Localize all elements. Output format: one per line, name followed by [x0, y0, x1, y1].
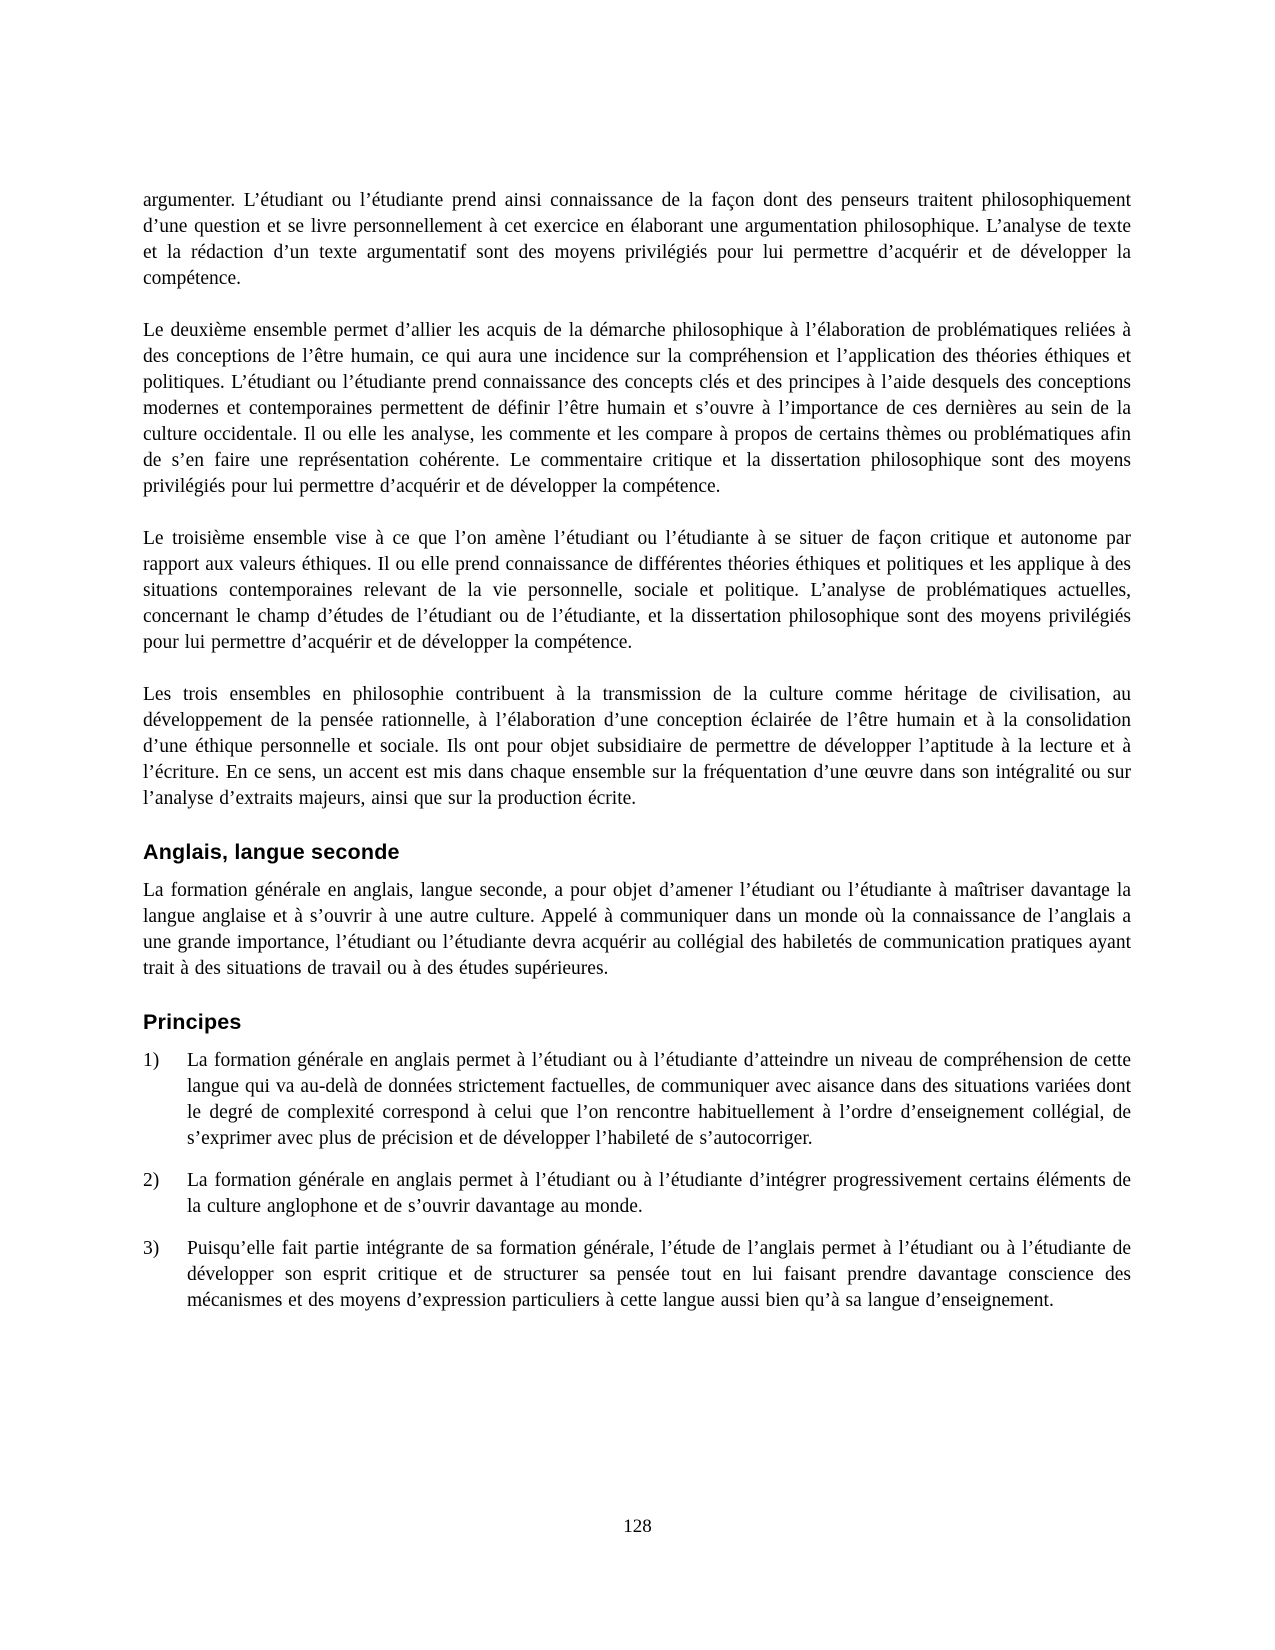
- list-item-text: La formation générale en anglais permet à l’étudiant ou à l’étudiante d’intégrer progressivement certains éléments de la culture anglophone et de s’ouvrir davantage au monde.: [187, 1170, 1131, 1217]
- page-number: 128: [623, 1516, 652, 1537]
- principes-list: [143, 1048, 1131, 1314]
- philosophy-paragraph-continuation: argumenter. L’étudiant ou l’étudiante prend ainsi connaissance de la façon dont des penseurs traitent philosophiquement d’une question et se livre personnellement à cet exercice en élaborant une argumentation philosophique. L’analyse de texte et la rédaction d’un texte argumentatif sont des moyens privilégiés pour lui permettre d’acquérir et de développer la compétence.: [143, 190, 1131, 289]
- list-item-number: 3): [143, 1238, 160, 1259]
- list-item: [143, 1048, 1131, 1152]
- philosophy-paragraph-third-ensemble: Le troisième ensemble vise à ce que l’on amène l’étudiant ou l’étudiante à se situer de façon critique et autonome par rapport aux valeurs éthiques. Il ou elle prend connaissance de différentes théories éthiques et politiques et les applique à des situations contemporaines relevant de la vie personnelle, sociale et politique. L’analyse de problématiques actuelles, concernant le champ d’études de l’étudiant ou de l’étudiante, et la dissertation philosophique sont des moyens privilégiés pour lui permettre d’acquérir et de développer la compétence.: [143, 528, 1131, 653]
- list-item-number: 2): [143, 1170, 160, 1191]
- list-item: [143, 1168, 1131, 1220]
- section-heading-principes: Principes: [143, 1010, 242, 1034]
- philosophy-paragraph-three-ensembles: Les trois ensembles en philosophie contribuent à la transmission de la culture comme héritage de civilisation, au développement de la pensée rationnelle, à l’élaboration d’une conception éclairée de l’être humain et à la consolidation d’une éthique personnelle et sociale. Ils ont pour objet subsidiaire de permettre de développer l’aptitude à la lecture et à l’écriture. En ce sens, un accent est mis dans chaque ensemble sur la fréquentation d’une œuvre dans son intégralité ou sur l’analyse d’extraits majeurs, ainsi que sur la production écrite.: [143, 684, 1131, 809]
- page-content: [143, 188, 1131, 1330]
- list-item-text: Puisqu’elle fait partie intégrante de sa formation générale, l’étude de l’anglais permet à l’étudiant ou à l’étudiante de développer son esprit critique et de structurer sa pensée tout en lui faisant prendre davantage conscience des mécanismes et des moyens d’expression particuliers à cette langue aussi bien qu’à sa langue d’enseignement.: [187, 1238, 1131, 1311]
- anglais-intro-paragraph: La formation générale en anglais, langue seconde, a pour objet d’amener l’étudiant ou l’étudiante à maîtriser davantage la langue anglaise et à s’ouvrir à une autre culture. Appelé à communiquer dans un monde où la connaissance de l’anglais a une grande importance, l’étudiant ou l’étudiante devra acquérir au collégial des habiletés de communication pratiques ayant trait à des situations de travail ou à des études supérieures.: [143, 880, 1131, 979]
- list-item-number: 1): [143, 1050, 160, 1071]
- list-item-text: La formation générale en anglais permet à l’étudiant ou à l’étudiante d’atteindre un niveau de compréhension de cette langue qui va au-delà de données strictement factuelles, de communiquer avec aisance dans des situations variées dont le degré de complexité correspond à celui que l’on rencontre habituellement à l’ordre d’enseignement collégial, de s’exprimer avec plus de précision et de développer l’habileté de s’autocorriger.: [187, 1050, 1131, 1149]
- section-heading-anglais: Anglais, langue seconde: [143, 840, 400, 864]
- list-item: [143, 1236, 1131, 1314]
- philosophy-paragraph-second-ensemble: Le deuxième ensemble permet d’allier les acquis de la démarche philosophique à l’élaboration de problématiques reliées à des conceptions de l’être humain, ce qui aura une incidence sur la compréhension et l’application des théories éthiques et politiques. L’étudiant ou l’étudiante prend connaissance des concepts clés et des principes à l’aide desquels des conceptions modernes et contemporaines permettent de définir l’être humain et s’ouvre à l’importance de ces dernières au sein de la culture occidentale. Il ou elle les analyse, les commente et les compare à propos de certains thèmes ou problématiques afin de s’en faire une représentation cohérente. Le commentaire critique et la dissertation philosophique sont des moyens privilégiés pour lui permettre d’acquérir et de développer la compétence.: [143, 320, 1131, 497]
